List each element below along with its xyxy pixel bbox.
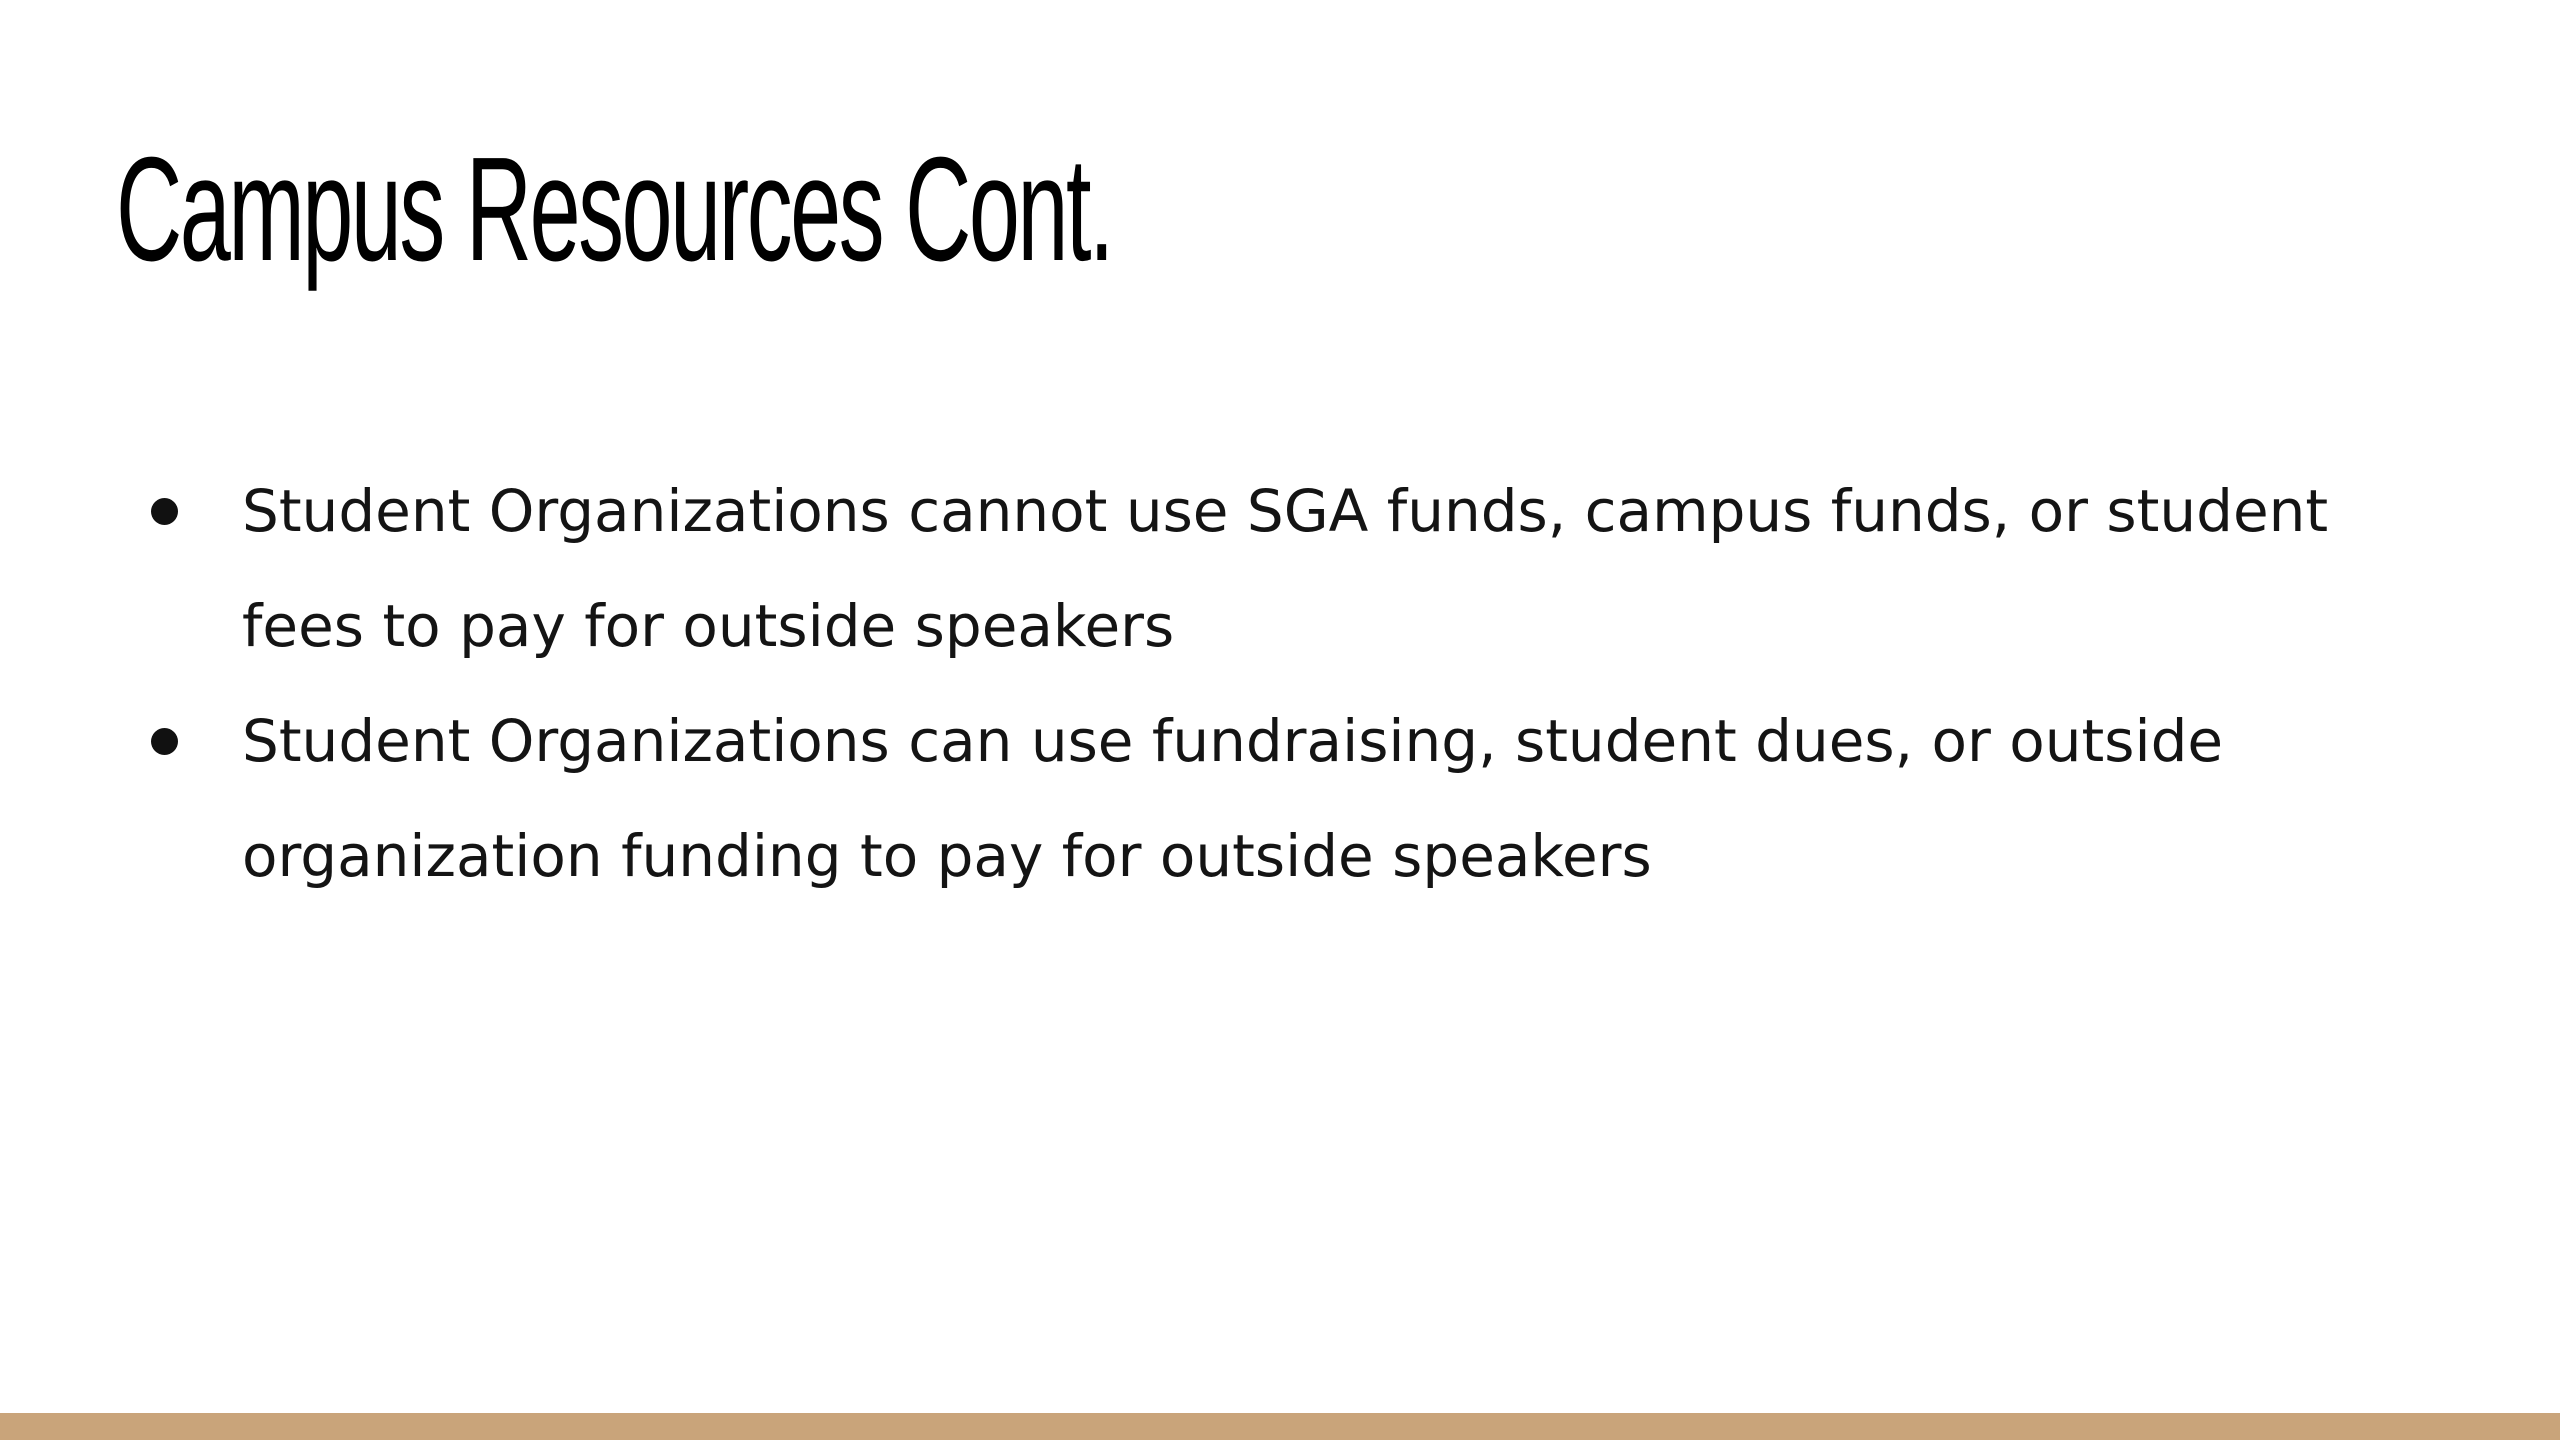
bullet-text: Student Organizations can use fundraising, student dues, or outside organization funding to pay for outside speakers [242,707,2224,890]
bullet-list [140,454,2440,914]
bottom-accent-band [0,1413,2560,1440]
bullet-dot-icon [151,728,178,755]
bullet-dot-icon [151,498,178,525]
list-item [140,684,2440,914]
bullet-text: Student Organizations cannot use SGA funds, campus funds, or student fees to pay for outside speakers [242,477,2329,660]
list-item [140,454,2440,684]
slide-title: Campus Resources Cont. [116,127,1113,292]
